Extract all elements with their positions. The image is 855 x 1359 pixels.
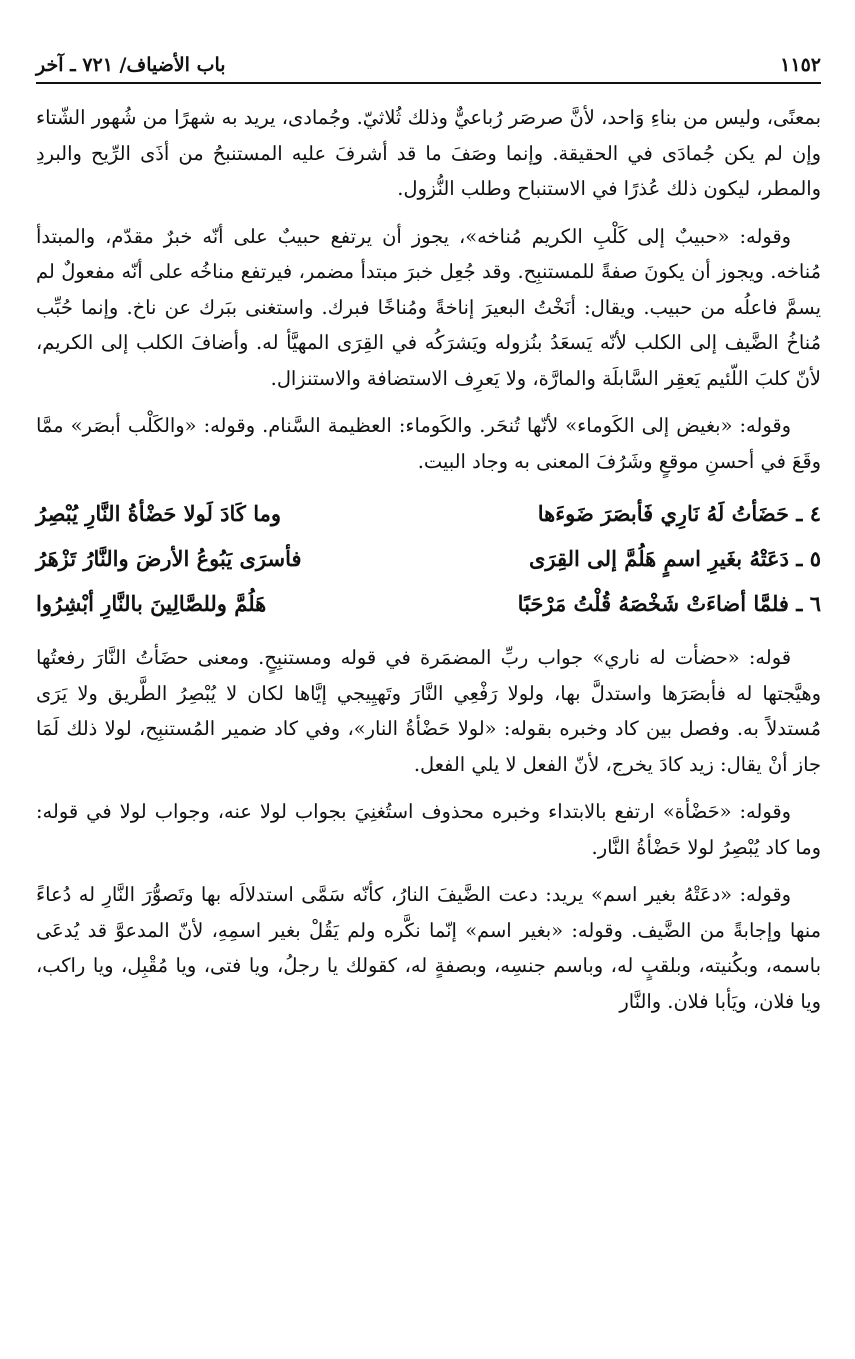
- paragraph: وقوله: «حبيبٌ إلى كَلْبِ الكريم مُناخه»، يجوز أن يرتفع حبيبٌ على أنّه خبرٌ مقدّم، والمبتدأ مُناخه. ويجوز أن يكونَ صفةً للمستنبِح. وقد جُعِل خبرَ مبتدأ مضمر، فيرتفع مناخُه على أنّه مفعولٌ لم يسمَّ فاعلُه من حبيب. ويقال: أنَخْتُ البعيرَ إناخةً ومُناخًا فبرك. واستغنى ببَرك عن ناخ. وإنما حُبِّب مُناخُ الضَّيف إلى الكلب لأنّه يَسعَدُ بنُزوله ويَشرَكُه في القِرَى المهيَّأ له. وأضافَ الكلب إلى الكريم، لأنّ كلبَ اللّئيم يَعقِر السَّابلَة والمارَّة، ولا يَعرِف الاستضافة والاستنزال.: [36, 224, 821, 390]
- paragraph: وقوله: «حَضْأة» ارتفع بالابتداء وخبره محذوف استُغنِيَ بجواب لولا عنه، وجواب لولا في قوله: وما كاد يُبْصِرُ لولا حَضْأةُ النَّار.: [36, 800, 821, 859]
- verse-line: [36, 536, 821, 581]
- paragraph: بمعنًى، وليس من بناءِ وَاحد، لأنَّ صرصَر رُباعيٌّ وذلك ثُلاثيّ. وجُمادى، يريد به شهرًا من شُهور الشّتاء وإن لم يكن جُمادَى في الحقيقة. وإنما وصَفَ ما قد أشرفَ عليه المستنبحُ من أذَى الرِّيح والبردِ والمطر، ليكون ذلك عُذرًا في الاستنباح وطلب النُّزول.: [36, 106, 821, 200]
- paragraph: وقوله: «دعَتْهُ بغير اسم» يريد: دعت الضَّيفَ النارُ، كأنّه سَمَّى استدلالَه بها وتَصوُّرَ النَّارِ له دُعاءً منها وإجابةً من الضَّيف. وقوله: «بغير اسم» إنّما نكَّره ولم يَقُلْ بغير اسمِهِ، لأنّ المدعوَّ قد يُدعَى باسمه، وبكُنيته، وبلقبٍ له، وباسم جنسِه، وبصفةٍ له، كقولك يا رجلُ، ويا فتى، ويا مُقْبِل، ويا راكب، ويا فلان، ويَأبا فلان. والنَّار: [36, 883, 821, 1013]
- paragraph: قوله: «حضأت له ناري» جواب ربِّ المضمَرة في قوله ومستنبِحٍ. ومعنى حضَأتُ النَّارَ رفعتُها وهيَّجتها له فأبصَرَها واستدلَّ بها، ولولا رَفْعِي النَّارَ وتَهيِيجي إيَّاها لكان لا يُبْصِرُ الطَّريق ولا يَرَى مُستدلاً به. وفصل بين كاد وخبره بقوله: «لولا حَضْأةُ النار»، وفي كاد ضمير المُستنبِح، لولا ذلك لَمَا جاز أنْ يقال: زيد كادَ يخرج، لأنّ الفعل لا يلي الفعل.: [36, 646, 821, 776]
- poem-verses: [36, 491, 821, 626]
- verse-second-hemistich: هَلُمَّ وللصَّالِينَ بالنَّارِ أبْشِرُوا: [36, 591, 267, 616]
- verse-line: [36, 491, 821, 536]
- verse-second-hemistich: وما كَادَ لَولا حَضْأةُ النَّارِ يُبْصِرُ: [36, 501, 281, 526]
- page-body: [36, 100, 821, 1031]
- verse-first-hemistich: ٦ ـ فلمَّا أضاءَتْ شَخْصَهُ قُلْتُ مَرْحَبًا: [517, 591, 821, 616]
- chapter-title: باب الأضياف/ ٧٢١ ـ آخر: [36, 54, 226, 76]
- verse-first-hemistich: ٥ ـ دَعَتْهُ بغَيرِ اسمٍ هَلُمَّ إلى القِرَى: [528, 546, 821, 571]
- verse-first-hemistich: ٤ ـ حَضَأتُ لَهُ نَارِي فَأبصَرَ ضَوءَها: [537, 501, 821, 526]
- verse-second-hemistich: فأسرَى يَبُوعُ الأرضَ والنَّارُ تَزْهَرُ: [36, 546, 302, 571]
- verse-line: [36, 581, 821, 626]
- paragraph: وقوله: «بغيض إلى الكَوماء» لأنّها تُنحَر. والكَوماء: العظيمة السَّنام. وقوله: «والكَلْب أبصَر» ممَّا وقَعَ في أحسنِ موقعٍ وشَرُفَ المعنى به وجاد البيت.: [36, 414, 821, 473]
- page-number: ١١٥٢: [780, 54, 821, 76]
- page-header: [36, 52, 821, 84]
